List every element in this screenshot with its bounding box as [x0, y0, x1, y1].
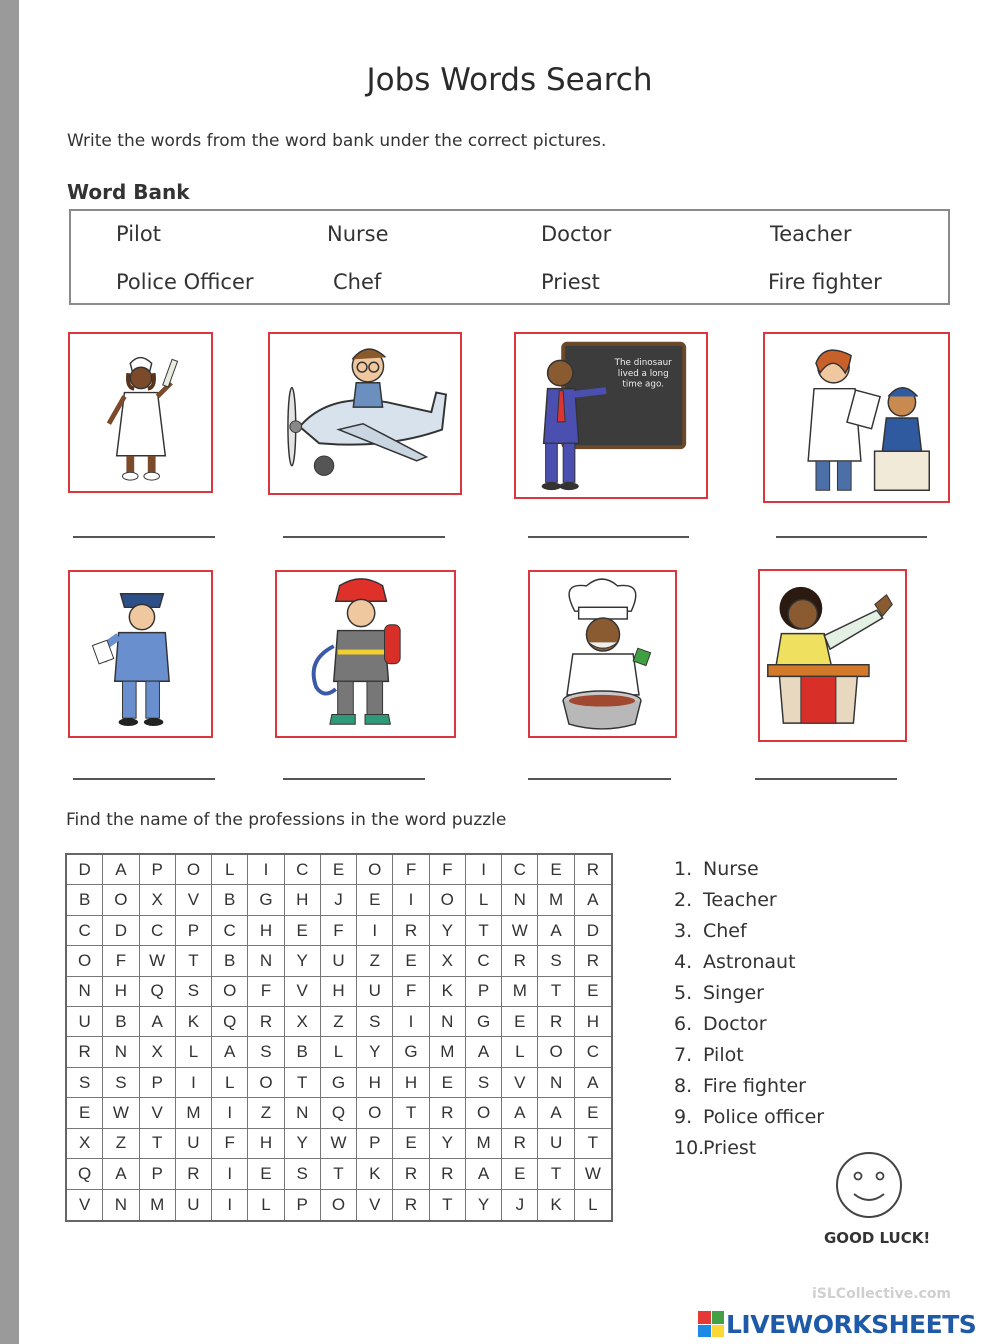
- grid-cell[interactable]: P: [285, 1190, 321, 1220]
- grid-cell[interactable]: V: [357, 1190, 393, 1220]
- liveworksheets-brand-text: LIVEWORKSHEETS: [726, 1309, 977, 1339]
- grid-cell[interactable]: X: [67, 1129, 103, 1159]
- word-list-word: Singer: [703, 981, 764, 1004]
- grid-cell[interactable]: E: [357, 885, 393, 915]
- grid-cell[interactable]: H: [285, 885, 321, 915]
- grid-cell[interactable]: S: [103, 1068, 139, 1098]
- word-list-item: [674, 1008, 824, 1039]
- grid-cell[interactable]: R: [502, 1129, 538, 1159]
- grid-cell[interactable]: T: [430, 1190, 466, 1220]
- word-list-number: 4.: [674, 950, 693, 973]
- grid-cell[interactable]: K: [176, 1007, 212, 1037]
- grid-cell[interactable]: P: [140, 855, 176, 885]
- grid-cell[interactable]: M: [176, 1098, 212, 1128]
- grid-cell[interactable]: L: [502, 1037, 538, 1067]
- grid-cell[interactable]: C: [502, 855, 538, 885]
- grid-cell[interactable]: I: [212, 1190, 248, 1220]
- grid-cell[interactable]: I: [212, 1098, 248, 1128]
- grid-cell[interactable]: R: [393, 1159, 429, 1189]
- grid-cell[interactable]: Y: [430, 1129, 466, 1159]
- word-list-number: 9.: [674, 1105, 693, 1128]
- word-bank-word: Priest: [541, 270, 600, 294]
- doctor-picture: [763, 332, 950, 503]
- answer-blank-5[interactable]: [73, 778, 215, 780]
- grid-cell[interactable]: E: [538, 855, 574, 885]
- grid-cell[interactable]: B: [285, 1037, 321, 1067]
- grid-cell[interactable]: X: [140, 885, 176, 915]
- word-bank-word: Chef: [333, 270, 382, 294]
- grid-cell[interactable]: O: [466, 1098, 502, 1128]
- grid-cell[interactable]: T: [285, 1068, 321, 1098]
- grid-cell[interactable]: S: [176, 977, 212, 1007]
- grid-cell[interactable]: H: [321, 977, 357, 1007]
- word-bank-word: Fire fighter: [768, 270, 882, 294]
- grid-cell[interactable]: W: [321, 1129, 357, 1159]
- grid-cell[interactable]: J: [502, 1190, 538, 1220]
- word-list-item: [674, 977, 824, 1008]
- liveworksheets-logo[interactable]: [698, 1308, 1000, 1340]
- grid-cell[interactable]: S: [538, 946, 574, 976]
- grid-cell[interactable]: H: [248, 916, 284, 946]
- grid-cell[interactable]: I: [393, 1007, 429, 1037]
- grid-cell[interactable]: E: [575, 977, 611, 1007]
- word-list-word: Doctor: [703, 1012, 767, 1035]
- grid-cell[interactable]: Z: [321, 1007, 357, 1037]
- nurse-picture: [68, 332, 213, 493]
- grid-cell[interactable]: R: [575, 855, 611, 885]
- grid-cell[interactable]: M: [430, 1037, 466, 1067]
- answer-blank-2[interactable]: [283, 536, 445, 538]
- grid-cell[interactable]: W: [575, 1159, 611, 1189]
- grid-cell[interactable]: E: [430, 1068, 466, 1098]
- grid-cell[interactable]: O: [176, 855, 212, 885]
- grid-cell[interactable]: H: [357, 1068, 393, 1098]
- word-list-number: 2.: [674, 888, 693, 911]
- grid-cell[interactable]: M: [140, 1190, 176, 1220]
- grid-cell[interactable]: O: [103, 885, 139, 915]
- grid-cell[interactable]: Q: [67, 1159, 103, 1189]
- grid-cell[interactable]: R: [393, 916, 429, 946]
- grid-cell[interactable]: D: [103, 916, 139, 946]
- grid-cell[interactable]: U: [176, 1190, 212, 1220]
- word-list-number: 1.: [674, 857, 693, 880]
- grid-cell[interactable]: T: [140, 1129, 176, 1159]
- grid-cell[interactable]: N: [248, 946, 284, 976]
- grid-cell[interactable]: P: [176, 916, 212, 946]
- grid-cell[interactable]: N: [103, 1190, 139, 1220]
- word-list-item: [674, 884, 824, 915]
- chalkboard-text-line: time ago.: [622, 379, 664, 390]
- word-list-word: Nurse: [703, 857, 759, 880]
- answer-blank-7[interactable]: [528, 778, 671, 780]
- grid-cell[interactable]: C: [285, 855, 321, 885]
- chalkboard-text-line: The dinosaur: [614, 358, 672, 369]
- grid-cell[interactable]: H: [393, 1068, 429, 1098]
- word-list-number: 10.: [674, 1136, 705, 1159]
- grid-cell[interactable]: A: [575, 885, 611, 915]
- grid-cell[interactable]: O: [67, 946, 103, 976]
- answer-blank-1[interactable]: [73, 536, 215, 538]
- grid-cell[interactable]: X: [285, 1007, 321, 1037]
- grid-cell[interactable]: O: [321, 1190, 357, 1220]
- answer-blank-8[interactable]: [755, 778, 897, 780]
- grid-cell[interactable]: R: [393, 1190, 429, 1220]
- grid-cell[interactable]: O: [538, 1037, 574, 1067]
- word-list: [674, 853, 824, 1163]
- word-bank-word: Nurse: [327, 222, 389, 246]
- grid-cell[interactable]: V: [285, 977, 321, 1007]
- grid-cell[interactable]: R: [538, 1007, 574, 1037]
- grid-cell[interactable]: U: [67, 1007, 103, 1037]
- grid-cell[interactable]: T: [538, 1159, 574, 1189]
- grid-cell[interactable]: R: [575, 946, 611, 976]
- word-list-number: 3.: [674, 919, 693, 942]
- grid-cell[interactable]: P: [466, 977, 502, 1007]
- word-list-number: 6.: [674, 1012, 693, 1035]
- word-bank-word: Police Officer: [116, 270, 254, 294]
- word-list-item: [674, 915, 824, 946]
- grid-cell[interactable]: N: [67, 977, 103, 1007]
- word-list-number: 5.: [674, 981, 693, 1004]
- grid-cell[interactable]: O: [357, 1098, 393, 1128]
- grid-cell[interactable]: H: [248, 1129, 284, 1159]
- grid-cell[interactable]: S: [67, 1068, 103, 1098]
- grid-cell[interactable]: F: [430, 855, 466, 885]
- grid-cell[interactable]: W: [502, 916, 538, 946]
- answer-blank-4[interactable]: [776, 536, 927, 538]
- grid-cell[interactable]: E: [321, 855, 357, 885]
- grid-cell[interactable]: O: [212, 977, 248, 1007]
- word-list-item: [674, 1101, 824, 1132]
- grid-cell[interactable]: B: [212, 946, 248, 976]
- grid-cell[interactable]: T: [321, 1159, 357, 1189]
- grid-cell[interactable]: B: [212, 885, 248, 915]
- grid-cell[interactable]: Q: [321, 1098, 357, 1128]
- grid-cell[interactable]: S: [285, 1159, 321, 1189]
- grid-cell[interactable]: S: [466, 1068, 502, 1098]
- grid-cell[interactable]: J: [321, 885, 357, 915]
- word-list-item: [674, 1132, 824, 1163]
- grid-cell[interactable]: A: [140, 1007, 176, 1037]
- grid-cell[interactable]: P: [140, 1068, 176, 1098]
- grid-cell[interactable]: T: [393, 1098, 429, 1128]
- smiley-face-icon: [834, 1150, 904, 1220]
- grid-cell[interactable]: A: [575, 1068, 611, 1098]
- fire-fighter-picture: [275, 570, 456, 738]
- word-list-item: [674, 853, 824, 884]
- grid-cell[interactable]: L: [212, 1068, 248, 1098]
- grid-cell[interactable]: A: [538, 916, 574, 946]
- word-list-item: [674, 1039, 824, 1070]
- grid-cell[interactable]: E: [502, 1007, 538, 1037]
- grid-cell[interactable]: E: [575, 1098, 611, 1128]
- word-list-number: 7.: [674, 1043, 693, 1066]
- grid-cell[interactable]: L: [248, 1190, 284, 1220]
- grid-cell[interactable]: U: [321, 946, 357, 976]
- grid-cell[interactable]: O: [357, 855, 393, 885]
- grid-cell[interactable]: M: [502, 977, 538, 1007]
- grid-cell[interactable]: R: [502, 946, 538, 976]
- grid-cell[interactable]: H: [575, 1007, 611, 1037]
- grid-cell[interactable]: N: [285, 1098, 321, 1128]
- grid-cell[interactable]: K: [357, 1159, 393, 1189]
- left-scroll-bar: [0, 0, 19, 1344]
- grid-cell[interactable]: I: [393, 885, 429, 915]
- grid-cell[interactable]: C: [466, 946, 502, 976]
- grid-cell[interactable]: W: [140, 946, 176, 976]
- grid-cell[interactable]: D: [575, 916, 611, 946]
- grid-cell[interactable]: P: [140, 1159, 176, 1189]
- grid-cell[interactable]: A: [502, 1098, 538, 1128]
- word-list-word: Chef: [703, 919, 747, 942]
- word-bank-box: [69, 209, 950, 305]
- grid-cell[interactable]: A: [103, 1159, 139, 1189]
- grid-cell[interactable]: T: [466, 916, 502, 946]
- word-list-word: Fire fighter: [703, 1074, 806, 1097]
- grid-cell[interactable]: L: [176, 1037, 212, 1067]
- grid-cell[interactable]: I: [212, 1159, 248, 1189]
- word-bank-word: Pilot: [116, 222, 161, 246]
- grid-cell[interactable]: Y: [466, 1190, 502, 1220]
- chalkboard-text-line: lived a long: [617, 368, 669, 379]
- grid-cell[interactable]: O: [248, 1068, 284, 1098]
- grid-cell[interactable]: M: [538, 885, 574, 915]
- grid-cell[interactable]: X: [140, 1037, 176, 1067]
- instructions-text: Write the words from the word bank under the correct pictures.: [67, 131, 607, 151]
- grid-cell[interactable]: N: [502, 885, 538, 915]
- priest-picture: [758, 569, 907, 742]
- grid-cell[interactable]: K: [430, 977, 466, 1007]
- word-list-item: [674, 1070, 824, 1101]
- word-list-word: Teacher: [703, 888, 777, 911]
- word-list-word: Priest: [703, 1136, 757, 1159]
- grid-cell[interactable]: E: [393, 946, 429, 976]
- grid-cell[interactable]: R: [430, 1098, 466, 1128]
- grid-cell[interactable]: B: [67, 885, 103, 915]
- grid-cell[interactable]: S: [357, 1007, 393, 1037]
- grid-cell[interactable]: T: [538, 977, 574, 1007]
- grid-cell[interactable]: C: [140, 916, 176, 946]
- grid-cell[interactable]: C: [67, 916, 103, 946]
- worksheet-page: [19, 0, 1000, 1344]
- islcollective-watermark: iSLCollective.com: [812, 1286, 952, 1302]
- grid-cell[interactable]: O: [430, 885, 466, 915]
- grid-cell[interactable]: H: [103, 977, 139, 1007]
- word-list-word: Astronaut: [703, 950, 796, 973]
- grid-cell[interactable]: U: [176, 1129, 212, 1159]
- answer-blank-6[interactable]: [283, 778, 425, 780]
- grid-cell[interactable]: E: [393, 1129, 429, 1159]
- grid-cell[interactable]: D: [67, 855, 103, 885]
- grid-cell[interactable]: B: [103, 1007, 139, 1037]
- grid-cell[interactable]: N: [538, 1068, 574, 1098]
- pilot-picture: [268, 332, 462, 495]
- grid-cell[interactable]: R: [176, 1159, 212, 1189]
- grid-cell[interactable]: R: [248, 1007, 284, 1037]
- grid-cell[interactable]: F: [321, 916, 357, 946]
- grid-cell[interactable]: F: [248, 977, 284, 1007]
- grid-cell[interactable]: U: [538, 1129, 574, 1159]
- grid-cell[interactable]: C: [212, 916, 248, 946]
- teacher-picture: [514, 332, 708, 499]
- grid-cell[interactable]: K: [538, 1190, 574, 1220]
- grid-cell[interactable]: R: [67, 1037, 103, 1067]
- grid-cell[interactable]: L: [321, 1037, 357, 1067]
- grid-cell[interactable]: Y: [285, 1129, 321, 1159]
- grid-cell[interactable]: E: [67, 1098, 103, 1128]
- grid-cell[interactable]: Z: [357, 946, 393, 976]
- grid-cell[interactable]: E: [502, 1159, 538, 1189]
- good-luck-text: GOOD LUCK!: [824, 1229, 931, 1247]
- word-list-item: [674, 946, 824, 977]
- grid-cell[interactable]: E: [285, 916, 321, 946]
- grid-cell[interactable]: E: [248, 1159, 284, 1189]
- chef-picture: [528, 570, 677, 738]
- page-title: Jobs Words Search: [366, 62, 653, 98]
- word-bank-heading: Word Bank: [67, 180, 190, 204]
- grid-cell[interactable]: G: [393, 1037, 429, 1067]
- grid-cell[interactable]: F: [212, 1129, 248, 1159]
- grid-cell[interactable]: I: [248, 855, 284, 885]
- word-bank-word: Teacher: [770, 222, 852, 246]
- grid-cell[interactable]: L: [588, 1194, 598, 1214]
- grid-cell[interactable]: Q: [212, 1007, 248, 1037]
- grid-cell[interactable]: V: [176, 885, 212, 915]
- grid-cell[interactable]: T: [575, 1129, 611, 1159]
- grid-cell[interactable]: A: [103, 855, 139, 885]
- grid-cell[interactable]: L: [212, 855, 248, 885]
- grid-cell[interactable]: I: [357, 916, 393, 946]
- grid-cell[interactable]: Y: [285, 946, 321, 976]
- grid-cell[interactable]: N: [103, 1037, 139, 1067]
- grid-cell[interactable]: V: [140, 1098, 176, 1128]
- grid-cell[interactable]: W: [103, 1098, 139, 1128]
- grid-cell[interactable]: Y: [430, 916, 466, 946]
- grid-cell[interactable]: X: [430, 946, 466, 976]
- grid-cell[interactable]: V: [67, 1190, 103, 1220]
- grid-cell[interactable]: A: [466, 1159, 502, 1189]
- answer-blank-3[interactable]: [528, 536, 689, 538]
- grid-cell[interactable]: Q: [140, 977, 176, 1007]
- grid-cell[interactable]: Z: [248, 1098, 284, 1128]
- puzzle-instructions: Find the name of the professions in the word puzzle: [66, 810, 507, 830]
- grid-cell[interactable]: A: [212, 1037, 248, 1067]
- grid-cell[interactable]: A: [466, 1037, 502, 1067]
- grid-cell[interactable]: U: [357, 977, 393, 1007]
- grid-cell[interactable]: N: [430, 1007, 466, 1037]
- word-bank-word: Doctor: [541, 222, 612, 246]
- grid-cell[interactable]: I: [466, 855, 502, 885]
- grid-cell[interactable]: Y: [357, 1037, 393, 1067]
- word-list-word: Police officer: [703, 1105, 825, 1128]
- grid-cell[interactable]: G: [466, 1007, 502, 1037]
- word-list-number: 8.: [674, 1074, 693, 1097]
- word-search-grid[interactable]: [65, 853, 613, 1222]
- grid-cell[interactable]: F: [393, 977, 429, 1007]
- grid-cell[interactable]: C: [575, 1037, 611, 1067]
- grid-cell[interactable]: F: [393, 855, 429, 885]
- grid-cell[interactable]: T: [176, 946, 212, 976]
- grid-cell[interactable]: V: [502, 1068, 538, 1098]
- grid-cell[interactable]: Z: [103, 1129, 139, 1159]
- grid-cell[interactable]: I: [176, 1068, 212, 1098]
- grid-cell[interactable]: F: [103, 946, 139, 976]
- grid-cell[interactable]: A: [538, 1098, 574, 1128]
- grid-cell[interactable]: R: [430, 1159, 466, 1189]
- grid-cell[interactable]: P: [357, 1129, 393, 1159]
- grid-cell[interactable]: M: [466, 1129, 502, 1159]
- grid-cell[interactable]: S: [248, 1037, 284, 1067]
- liveworksheets-logo-icon: [698, 1311, 724, 1337]
- grid-cell[interactable]: G: [321, 1068, 357, 1098]
- word-list-word: Pilot: [703, 1043, 744, 1066]
- police-officer-picture: [68, 570, 213, 738]
- grid-cell[interactable]: L: [466, 885, 502, 915]
- grid-cell[interactable]: G: [248, 885, 284, 915]
